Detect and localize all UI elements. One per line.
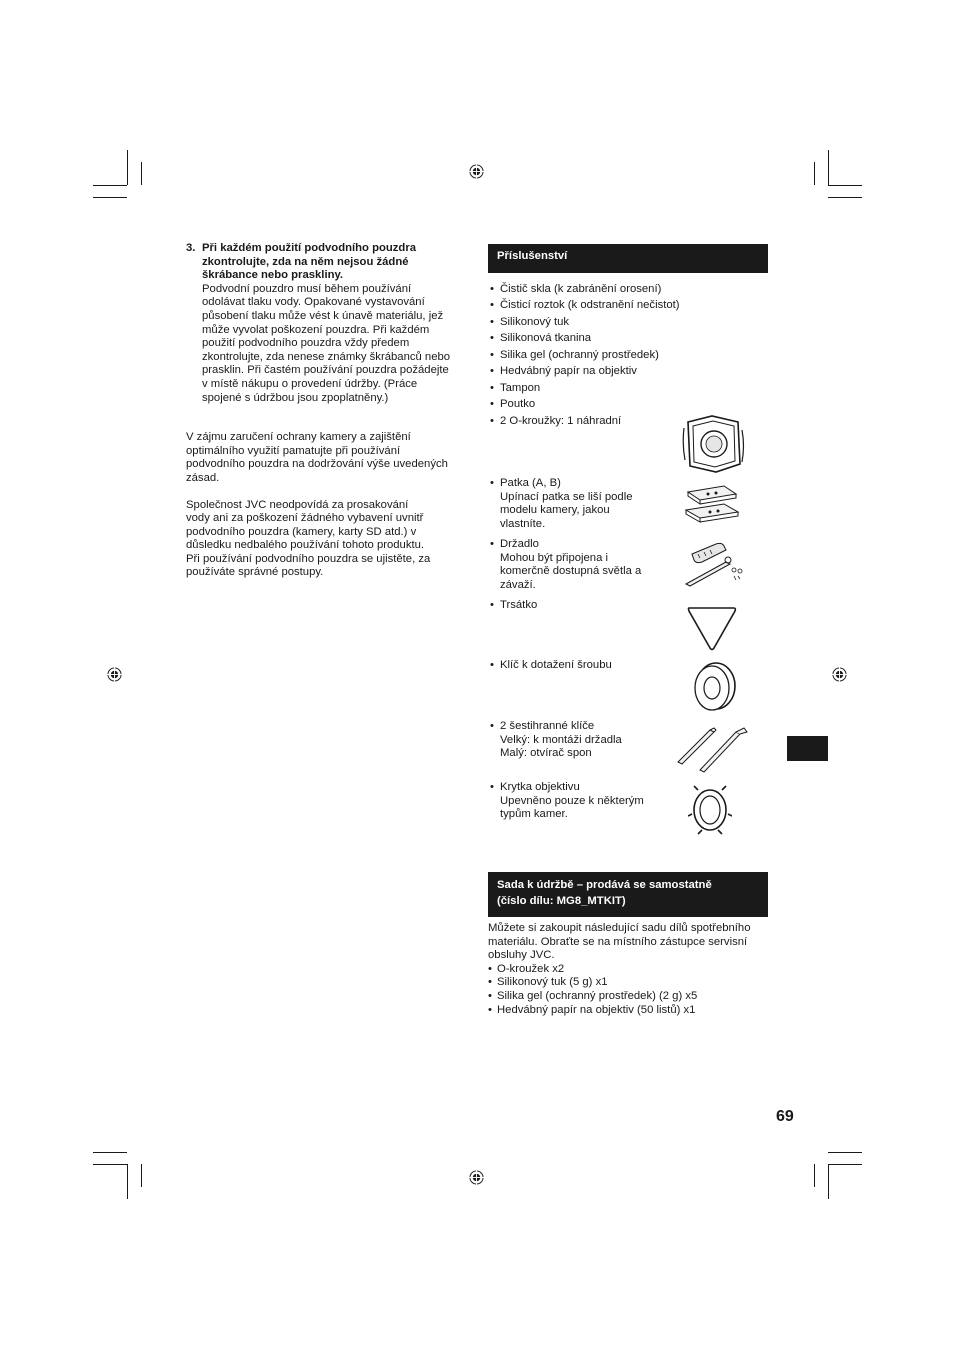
list-item-hex-keys: • 2 šestihranné klíče Velký: k montáži držadla Malý: otvírač spon [490,720,622,760]
list-item-screw-key: • Klíč k dotažení šroubu [490,659,612,671]
section-tab [787,736,828,761]
registration-mark-icon [469,1170,484,1185]
o-ring-housing-icon [682,414,746,474]
maintenance-kit-body: Můžete si zakoupit následující sadu dílů spotřebního materiálu. Obraťte se na místního zástupce servisní obsluhy JVC. • O-kroužek x2 • Silikonový tuk (5 g) x1 • Silika gel (ochranný prostředek) (2 g) x5 • Hedvábný papír na objektiv (50 listů) x1 [488,922,770,1017]
mount-plates-icon [684,484,742,528]
hex-keys-icon [674,722,750,774]
maintenance-kit-heading: Sada k údržbě – prodává se samostatně (číslo dílu: MG8_MTKIT) [488,872,768,917]
lens-cap-icon [688,784,732,836]
pick-icon [686,604,738,652]
item-3 [186,242,470,405]
list-item-pick: • Trsátko [490,599,538,611]
paragraph-care: V zájmu zaručení ochrany kamery a zajištění optimálního využití pamatujte při používání podvodního pouzdra na dodržování výše uvedených zásad. [186,431,448,484]
registration-mark-icon [469,164,484,179]
item-number: 3. [186,242,196,254]
accessories-simple-list [490,283,720,428]
accessories-heading: Příslušenství [488,244,768,273]
list-item: • Silikonová tkanina [490,332,592,345]
list-item: • Poutko [490,398,536,411]
registration-mark-icon [832,667,847,682]
list-item: • Silikonový tuk (5 g) x1 [488,976,608,989]
list-item: • Silika gel (ochranný prostředek) (2 g) x5 [488,989,698,1002]
item-3-body: Podvodní pouzdro musí během používání odolávat tlaku vody. Opakované vystavování působení tlaku může vést k únavě materiálu, jež může vyvolat poškození pouzdra. Při každém použití podvodního pouzdra vždy předem zkontrolujte, zda nenese známky škrábanců nebo prasklin. Při častém používání pouzdra požádejte v místě nákupu o provedení údržby. (Práce spojené s údržbou jsou zpoplatněny.) [202,282,451,404]
handle-icon [682,540,746,588]
list-item: • Tampon [490,381,541,394]
paragraph-disclaimer: Společnost JVC neodpovídá za prosakování vody ani za poškození žádného vybavení uvnitř podvodního pouzdra (kamery, karty SD atd.) v důsledku nedbalého používání tohoto produktu. Při používání podvodního pouzdra se ujistěte, za používáte správné postupy. [186,498,431,579]
page-number: 69 [776,1108,794,1125]
registration-mark-icon [107,667,122,682]
list-item: • Čisticí roztok (k odstranění nečistot) [490,299,680,312]
list-item: • Čistič skla (k zabránění orosení) [490,283,662,295]
list-item: • Hedvábný papír na objektiv [490,365,637,378]
list-item-lens-cap: • Krytka objektivu Upevněno pouze k některým typům kamer. [490,781,644,821]
list-item: • O-kroužek x2 [488,962,565,975]
left-column [186,242,470,580]
screw-key-icon [690,660,738,714]
list-item: • Silika gel (ochranný prostředek) [490,348,659,361]
list-item: • 2 O-kroužky: 1 náhradní [490,414,622,427]
list-item-mount-plates: • Patka (A, B) Upínací patka se liší podle modelu kamery, jakou vlastníte. [490,477,633,530]
item-3-heading: Při každém použití podvodního pouzdra zkontrolujte, zda na něm nejsou žádné škrábance nebo praskliny. [202,242,417,282]
list-item-handle: • Držadlo Mohou být připojena i komerčně dostupná světla a závaží. [490,538,642,591]
list-item: • Silikonový tuk [490,315,570,328]
list-item: • Hedvábný papír na objektiv (50 listů) x1 [488,1003,696,1016]
